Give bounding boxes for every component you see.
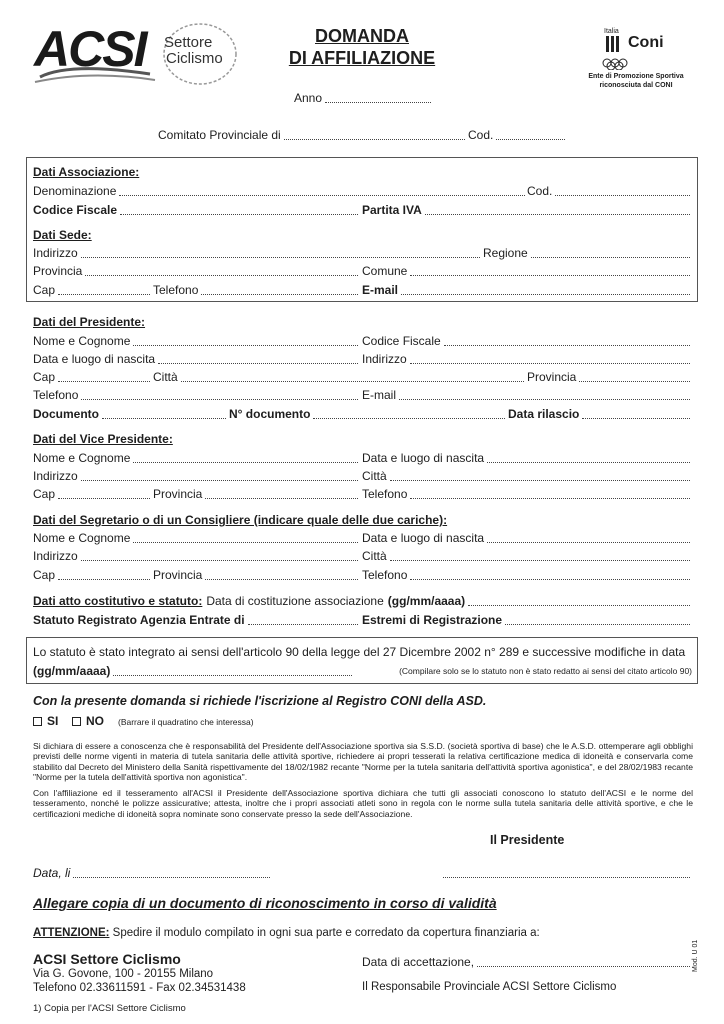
segr-citta-field[interactable] <box>362 548 693 564</box>
vice-data-luogo-label: Data e luogo di nascita <box>362 451 485 465</box>
assoc-cod-input[interactable] <box>555 195 690 196</box>
pres-nome-input[interactable] <box>133 345 358 346</box>
segr-data-luogo-input[interactable] <box>487 542 690 543</box>
sede-email-input[interactable] <box>401 294 690 295</box>
pres-nome-label: Nome e Cognome <box>33 334 131 348</box>
segr-cap-label: Cap <box>33 568 56 582</box>
vice-title <box>33 431 173 447</box>
segr-nome-input[interactable] <box>133 542 358 543</box>
coni-caption-2: riconosciuta dal CONI <box>599 82 673 89</box>
sede-cap-field[interactable] <box>33 282 153 298</box>
logo-text: ACSI <box>34 21 146 77</box>
statuto-registrato-input[interactable] <box>248 624 358 625</box>
sede-telefono-field[interactable] <box>153 282 361 298</box>
vice-nome-label: Nome e Cognome <box>33 451 131 465</box>
registro-si-option[interactable] <box>33 713 58 729</box>
coni-caption-1: Ente di Promozione Sportiva <box>588 73 684 80</box>
vice-citta-field[interactable] <box>362 468 693 484</box>
segr-data-luogo-field[interactable] <box>362 530 693 546</box>
firma-presidente-input[interactable] <box>443 877 690 878</box>
si-checkbox[interactable] <box>33 717 42 726</box>
assoc-codice-fiscale-field[interactable] <box>33 202 361 218</box>
comitato-cod-input[interactable] <box>496 139 565 140</box>
no-checkbox[interactable] <box>72 717 81 726</box>
pres-provincia-input[interactable] <box>579 381 690 382</box>
sede-indirizzo-input[interactable] <box>81 257 480 258</box>
vice-title-text: Dati del Vice Presidente: <box>33 432 173 446</box>
sede-comune-field[interactable] <box>362 263 693 279</box>
vice-indirizzo-label: Indirizzo <box>33 469 78 483</box>
segr-nome-label: Nome e Cognome <box>33 531 131 545</box>
atto-data-label: Data di costituzione associazione <box>206 594 384 608</box>
pres-nome-field[interactable] <box>33 333 361 349</box>
sede-regione-input[interactable] <box>531 257 690 258</box>
coni-name: Coni <box>628 34 664 51</box>
segr-telefono-input[interactable] <box>410 579 690 580</box>
segr-cap-field[interactable] <box>33 567 153 583</box>
footer-phone: Telefono 02.33611591 - Fax 02.34531438 <box>33 982 246 994</box>
pres-cf-input[interactable] <box>444 345 690 346</box>
segr-citta-label: Città <box>362 549 387 563</box>
pres-n-documento-input[interactable] <box>313 418 505 419</box>
assoc-codice-fiscale-label: Codice Fiscale <box>33 203 118 217</box>
vice-telefono-label: Telefono <box>362 487 408 501</box>
comitato-cod-field[interactable] <box>468 127 568 143</box>
footer-org: ACSI Settore Ciclismo <box>33 951 181 967</box>
vice-telefono-field[interactable] <box>362 486 693 502</box>
vice-indirizzo-field[interactable] <box>33 468 361 484</box>
vice-citta-label: Città <box>362 469 387 483</box>
pres-citta-field[interactable] <box>153 369 527 385</box>
pres-n-documento-label: N° documento <box>229 407 311 421</box>
registro-note: (Barrare il quadratino che interessa) <box>118 717 254 727</box>
segr-cap-input[interactable] <box>58 579 150 580</box>
segr-provincia-input[interactable] <box>205 579 358 580</box>
segr-provincia-field[interactable] <box>153 567 361 583</box>
anno-input[interactable] <box>325 102 431 103</box>
comitato-cod-label: Cod. <box>468 128 494 142</box>
pres-cap-label: Cap <box>33 370 56 384</box>
sede-indirizzo-label: Indirizzo <box>33 246 78 260</box>
attenzione-line <box>33 927 540 939</box>
pres-telefono-input[interactable] <box>81 399 358 400</box>
sede-telefono-label: Telefono <box>153 283 199 297</box>
pres-data-luogo-label: Data e luogo di nascita <box>33 352 156 366</box>
pres-data-rilascio-field[interactable] <box>508 406 693 422</box>
denominazione-field[interactable] <box>33 183 528 199</box>
pres-email-label: E-mail <box>362 388 397 402</box>
registro-no-option[interactable] <box>72 713 104 729</box>
statuto-data-input[interactable] <box>113 675 352 676</box>
partita-iva-label: Partita IVA <box>362 203 422 217</box>
pres-cf-field[interactable] <box>362 333 693 349</box>
sede-title <box>33 227 92 243</box>
data-li-input[interactable] <box>73 877 270 878</box>
statuto-note: (Compilare solo se lo statuto non è stato redatto ai sensi del citato articolo 90) <box>399 666 692 676</box>
comitato-label: Comitato Provinciale di <box>158 128 281 142</box>
data-li-field[interactable] <box>33 865 273 881</box>
sede-regione-field[interactable] <box>483 245 693 261</box>
sede-provincia-input[interactable] <box>85 275 358 276</box>
pres-documento-input[interactable] <box>102 418 226 419</box>
segr-data-luogo-label: Data e luogo di nascita <box>362 531 485 545</box>
segr-provincia-label: Provincia <box>153 568 203 582</box>
pres-cf-label: Codice Fiscale <box>362 334 441 348</box>
pres-provincia-field[interactable] <box>527 369 693 385</box>
page-title-line1: DOMANDA <box>315 26 409 46</box>
pres-telefono-label: Telefono <box>33 388 79 402</box>
footer-copy-note: 1) Copia per l'ACSI Settore Ciclismo <box>33 1003 186 1014</box>
logo-sub1: Settore <box>164 34 213 51</box>
associazione-title-text: Dati Associazione: <box>33 165 140 179</box>
pres-cap-input[interactable] <box>58 381 150 382</box>
si-label: SI <box>47 714 59 728</box>
assoc-cod-label: Cod. <box>527 184 553 198</box>
sede-cap-label: Cap <box>33 283 56 297</box>
no-label: NO <box>86 714 104 728</box>
anno-label: Anno <box>294 91 323 105</box>
sede-title-text: Dati Sede: <box>33 228 92 242</box>
anno-field[interactable] <box>294 90 434 106</box>
sede-provincia-label: Provincia <box>33 264 83 278</box>
segr-telefono-field[interactable] <box>362 567 693 583</box>
segr-indirizzo-label: Indirizzo <box>33 549 78 563</box>
pres-citta-label: Città <box>153 370 178 384</box>
statuto-formato-label: (gg/mm/aaaa) <box>33 664 111 678</box>
pres-indirizzo-input[interactable] <box>410 363 690 364</box>
statuto-line1-text: Lo statuto è stato integrato ai sensi dell'articolo 90 della legge del 27 Dicembre 2002 n° 289 e successive modifiche in data <box>33 645 686 659</box>
atto-formato-label: (gg/mm/aaaa) <box>387 594 466 608</box>
responsabile-label: Il Responsabile Provinciale ACSI Settore Ciclismo <box>362 981 617 993</box>
sede-email-field[interactable] <box>362 282 693 298</box>
sede-cap-input[interactable] <box>58 294 150 295</box>
sede-comune-input[interactable] <box>410 275 690 276</box>
atto-data-input[interactable] <box>468 605 690 606</box>
dichiarazione-p1: Si dichiara di essere a conoscenza che è responsabilità del Presidente dell'Associazione sportiva sia S.S.D. (società sportiva di base) che le A.S.D. ottemperare agli obblighi previsti delle norme vigenti in materia di tutela sanitaria delle attività sportive, richiedere ai propri tesserati la relativa certificazione medica di idoneità e conservarla come stabilito dal Decreto del Ministero della Sanità rispettivamente del 18/02/1982 recante "Norme per la tutela sanitaria dell'attività sportiva agonistica", e del 28/02/1983 recante "Norme per la tutela dell'attività sportiva non agonistica". <box>33 741 693 783</box>
dichiarazione-p2: Con l'affiliazione ed il tesseramento all'ACSI il Presidente dell'Associazione sportiva dichiara che tutti gli associati conoscono lo statuto dell'ACSI e le norme del tesseramento, nonché le polizze assicurative; attesta, inoltre che i propri associati atleti sono in regola con le norme sulla tutela sanitaria delle attività sportive, e che le certificazioni mediche di idoneità sopra nominate sono conservate presso la sede dell'Associazione. <box>33 788 693 819</box>
sede-telefono-input[interactable] <box>201 294 358 295</box>
vice-cap-field[interactable] <box>33 486 153 502</box>
segr-citta-input[interactable] <box>390 560 690 561</box>
comitato-field[interactable] <box>158 127 468 143</box>
vice-indirizzo-input[interactable] <box>81 480 358 481</box>
atto-title: Dati atto costitutivo e statuto: <box>33 594 203 608</box>
segretario-title <box>33 512 447 528</box>
vice-cap-label: Cap <box>33 487 56 501</box>
partita-iva-input[interactable] <box>425 214 690 215</box>
associazione-title <box>33 164 139 180</box>
atto-costituzione-field[interactable] <box>33 593 693 609</box>
pres-documento-label: Documento <box>33 407 99 421</box>
assoc-cod-field[interactable] <box>527 183 693 199</box>
sede-email-label: E-mail <box>362 283 399 297</box>
sede-indirizzo-field[interactable] <box>33 245 483 261</box>
mod-code: Mod. U 01 <box>692 939 699 972</box>
statuto-registrato-field[interactable] <box>33 612 361 628</box>
pres-telefono-field[interactable] <box>33 387 361 403</box>
data-li-label: Data, li <box>33 866 71 880</box>
firma-presidente-field[interactable] <box>440 865 693 881</box>
assoc-codice-fiscale-input[interactable] <box>120 214 358 215</box>
attenzione-text: Spedire il modulo compilato in ogni sua parte e corredato da copertura finanziaria a: <box>112 927 540 939</box>
statuto-registrato-label: Statuto Registrato Agenzia Entrate di <box>33 613 245 627</box>
registro-title: Con la presente domanda si richiede l'iscrizione al Registro CONI della ASD. <box>33 694 487 708</box>
allegare-notice: Allegare copia di un documento di riconoscimento in corso di validità <box>33 895 497 911</box>
coni-flame-icon <box>604 36 624 58</box>
presidente-title-text: Dati del Presidente: <box>33 315 146 329</box>
pres-email-input[interactable] <box>399 399 690 400</box>
vice-provincia-label: Provincia <box>153 487 203 501</box>
pres-citta-input[interactable] <box>181 381 524 382</box>
vice-cap-input[interactable] <box>58 498 150 499</box>
page-title-line2: DI AFFILIAZIONE <box>288 48 436 68</box>
data-accettazione-input[interactable] <box>477 966 690 967</box>
pres-provincia-label: Provincia <box>527 370 577 384</box>
segr-telefono-label: Telefono <box>362 568 408 582</box>
logo-sub2: Ciclismo <box>166 50 223 67</box>
presidente-title <box>33 314 145 330</box>
segr-nome-field[interactable] <box>33 530 361 546</box>
vice-provincia-field[interactable] <box>153 486 361 502</box>
sede-provincia-field[interactable] <box>33 263 361 279</box>
data-accettazione-label: Data di accettazione, <box>362 955 475 969</box>
coni-logo <box>602 28 682 70</box>
pres-n-documento-field[interactable] <box>229 406 508 422</box>
pres-data-luogo-field[interactable] <box>33 351 361 367</box>
estremi-input[interactable] <box>505 624 690 625</box>
pres-documento-field[interactable] <box>33 406 229 422</box>
pres-data-rilascio-input[interactable] <box>582 418 690 419</box>
olympic-rings-icon <box>602 58 628 70</box>
vice-data-luogo-input[interactable] <box>487 462 690 463</box>
statuto-line1 <box>33 644 685 660</box>
il-presidente-label: Il Presidente <box>490 833 565 847</box>
denominazione-input[interactable] <box>119 195 525 196</box>
pres-data-rilascio-label: Data rilascio <box>508 407 580 421</box>
coni-italia-label: Italia <box>604 28 619 35</box>
vice-citta-input[interactable] <box>390 480 690 481</box>
pres-email-field[interactable] <box>362 387 693 403</box>
sede-regione-label: Regione <box>483 246 528 260</box>
pres-indirizzo-field[interactable] <box>362 351 693 367</box>
pres-data-luogo-input[interactable] <box>158 363 358 364</box>
vice-data-luogo-field[interactable] <box>362 450 693 466</box>
attenzione-label: ATTENZIONE: <box>33 927 110 939</box>
vice-telefono-input[interactable] <box>410 498 690 499</box>
statuto-data-field[interactable] <box>33 663 355 679</box>
denominazione-label: Denominazione <box>33 184 117 198</box>
estremi-field[interactable] <box>362 612 693 628</box>
segr-indirizzo-field[interactable] <box>33 548 361 564</box>
vice-nome-field[interactable] <box>33 450 361 466</box>
segr-indirizzo-input[interactable] <box>81 560 358 561</box>
vice-provincia-input[interactable] <box>205 498 358 499</box>
estremi-label: Estremi di Registrazione <box>362 613 503 627</box>
footer-address: Via G. Govone, 100 - 20155 Milano <box>33 968 214 980</box>
partita-iva-field[interactable] <box>362 202 693 218</box>
vice-nome-input[interactable] <box>133 462 358 463</box>
pres-cap-field[interactable] <box>33 369 153 385</box>
sede-comune-label: Comune <box>362 264 408 278</box>
data-accettazione-field[interactable] <box>362 954 693 970</box>
segretario-title-text: Dati del Segretario o di un Consigliere (indicare quale delle due cariche): <box>33 513 448 527</box>
comitato-input[interactable] <box>284 139 465 140</box>
pres-indirizzo-label: Indirizzo <box>362 352 407 366</box>
